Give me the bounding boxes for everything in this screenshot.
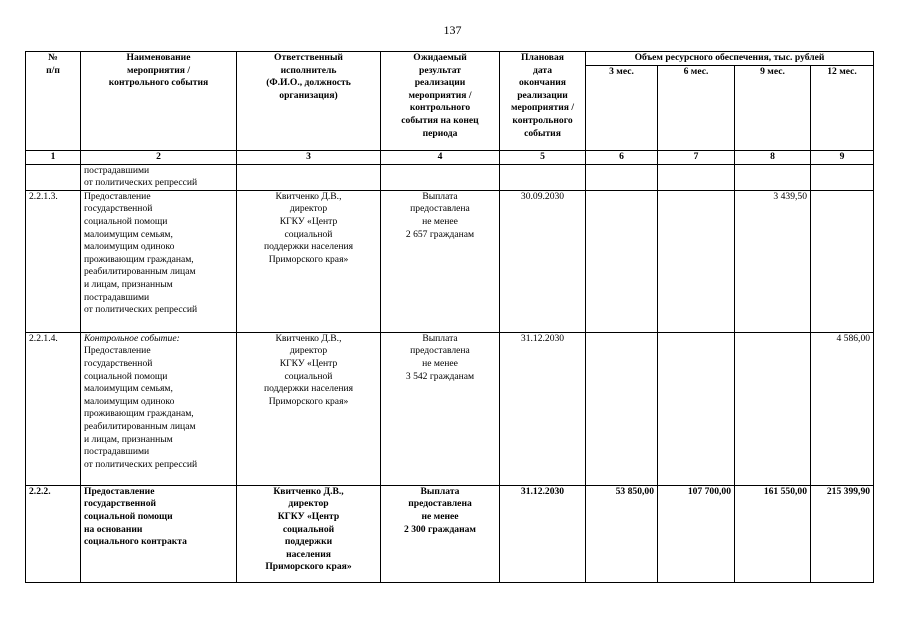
- funding-3-months: [586, 164, 658, 190]
- funding-6-months: 107 700,00: [658, 485, 735, 582]
- page-number: 137: [443, 23, 462, 37]
- activity-plan-table: [25, 51, 874, 583]
- table-row: [26, 164, 874, 190]
- header-3-months: 3 мес.: [586, 65, 658, 150]
- row-number: 2.2.2.: [26, 485, 81, 582]
- expected-result: Выплата предоставлена не менее 3 542 гражданам: [381, 332, 500, 485]
- expected-result: Выплата предоставлена не менее 2 300 гражданам: [381, 485, 500, 582]
- header-funding: Объем ресурсного обеспечения, тыс. рублей: [586, 52, 874, 66]
- table-row: [26, 485, 874, 582]
- planned-date: 31.12.2030: [500, 485, 586, 582]
- executor: Квитченко Д.В., директор КГКУ «Центр социальной поддержки населения Приморского края»: [237, 332, 381, 485]
- executor: Квитченко Д.В., директор КГКУ «Центр социальной поддержки населения Приморского края»: [237, 190, 381, 332]
- planned-date: [500, 164, 586, 190]
- header-row-1: [26, 52, 874, 66]
- activity-name: Контрольное событие: Предоставление государственной социальной помощи малоимущим семьям, малоимущим одиноко проживающим гражданам, реабилитированным лицам и лицам, признанным пострадавшими от политических репрессий: [81, 332, 237, 485]
- table-row: [26, 190, 874, 332]
- column-number: 3: [237, 151, 381, 165]
- funding-3-months: [586, 332, 658, 485]
- funding-12-months: [811, 190, 874, 332]
- column-number: 8: [735, 151, 811, 165]
- activity-name: Предоставление государственной социальной помощи малоимущим семьям, малоимущим одиноко проживающим гражданам, реабилитированным лицам и лицам, признанным пострадавшими от политических репрессий: [81, 190, 237, 332]
- header-name: Наименование мероприятия / контрольного события: [81, 52, 237, 151]
- column-number: 7: [658, 151, 735, 165]
- header-6-months: 6 мес.: [658, 65, 735, 150]
- column-number: 4: [381, 151, 500, 165]
- header-12-months: 12 мес.: [811, 65, 874, 150]
- header-date: Плановая дата окончания реализации мероприятия / контрольного события: [500, 52, 586, 151]
- funding-6-months: [658, 332, 735, 485]
- row-number: [26, 164, 81, 190]
- column-number: 9: [811, 151, 874, 165]
- row-number: 2.2.1.3.: [26, 190, 81, 332]
- funding-12-months: 4 586,00: [811, 332, 874, 485]
- expected-result: [381, 164, 500, 190]
- column-number: 5: [500, 151, 586, 165]
- control-event-label: Контрольное событие:: [84, 332, 180, 344]
- funding-12-months: [811, 164, 874, 190]
- executor: [237, 164, 381, 190]
- planned-date: 30.09.2030: [500, 190, 586, 332]
- header-num: № п/п: [26, 52, 81, 151]
- executor: Квитченко Д.В., директор КГКУ «Центр социальной поддержки населения Приморского края»: [237, 485, 381, 582]
- column-number: 6: [586, 151, 658, 165]
- header-executor: Ответственный исполнитель (Ф.И.О., должность организация): [237, 52, 381, 151]
- row-number: 2.2.1.4.: [26, 332, 81, 485]
- header-9-months: 9 мес.: [735, 65, 811, 150]
- funding-6-months: [658, 190, 735, 332]
- planned-date: 31.12.2030: [500, 332, 586, 485]
- funding-9-months: [735, 164, 811, 190]
- expected-result: Выплата предоставлена не менее 2 657 гражданам: [381, 190, 500, 332]
- activity-name: Предоставление государственной социальной помощи на основании социального контракта: [81, 485, 237, 582]
- header-result: Ожидаемый результат реализации мероприятия / контрольного события на конец периода: [381, 52, 500, 151]
- funding-9-months: 3 439,50: [735, 190, 811, 332]
- column-number: 1: [26, 151, 81, 165]
- funding-9-months: 161 550,00: [735, 485, 811, 582]
- funding-3-months: [586, 190, 658, 332]
- funding-6-months: [658, 164, 735, 190]
- activity-name: пострадавшими от политических репрессий: [81, 164, 237, 190]
- column-number-row: [26, 151, 874, 165]
- column-number: 2: [81, 151, 237, 165]
- table-row: [26, 332, 874, 485]
- funding-3-months: 53 850,00: [586, 485, 658, 582]
- funding-12-months: 215 399,90: [811, 485, 874, 582]
- funding-9-months: [735, 332, 811, 485]
